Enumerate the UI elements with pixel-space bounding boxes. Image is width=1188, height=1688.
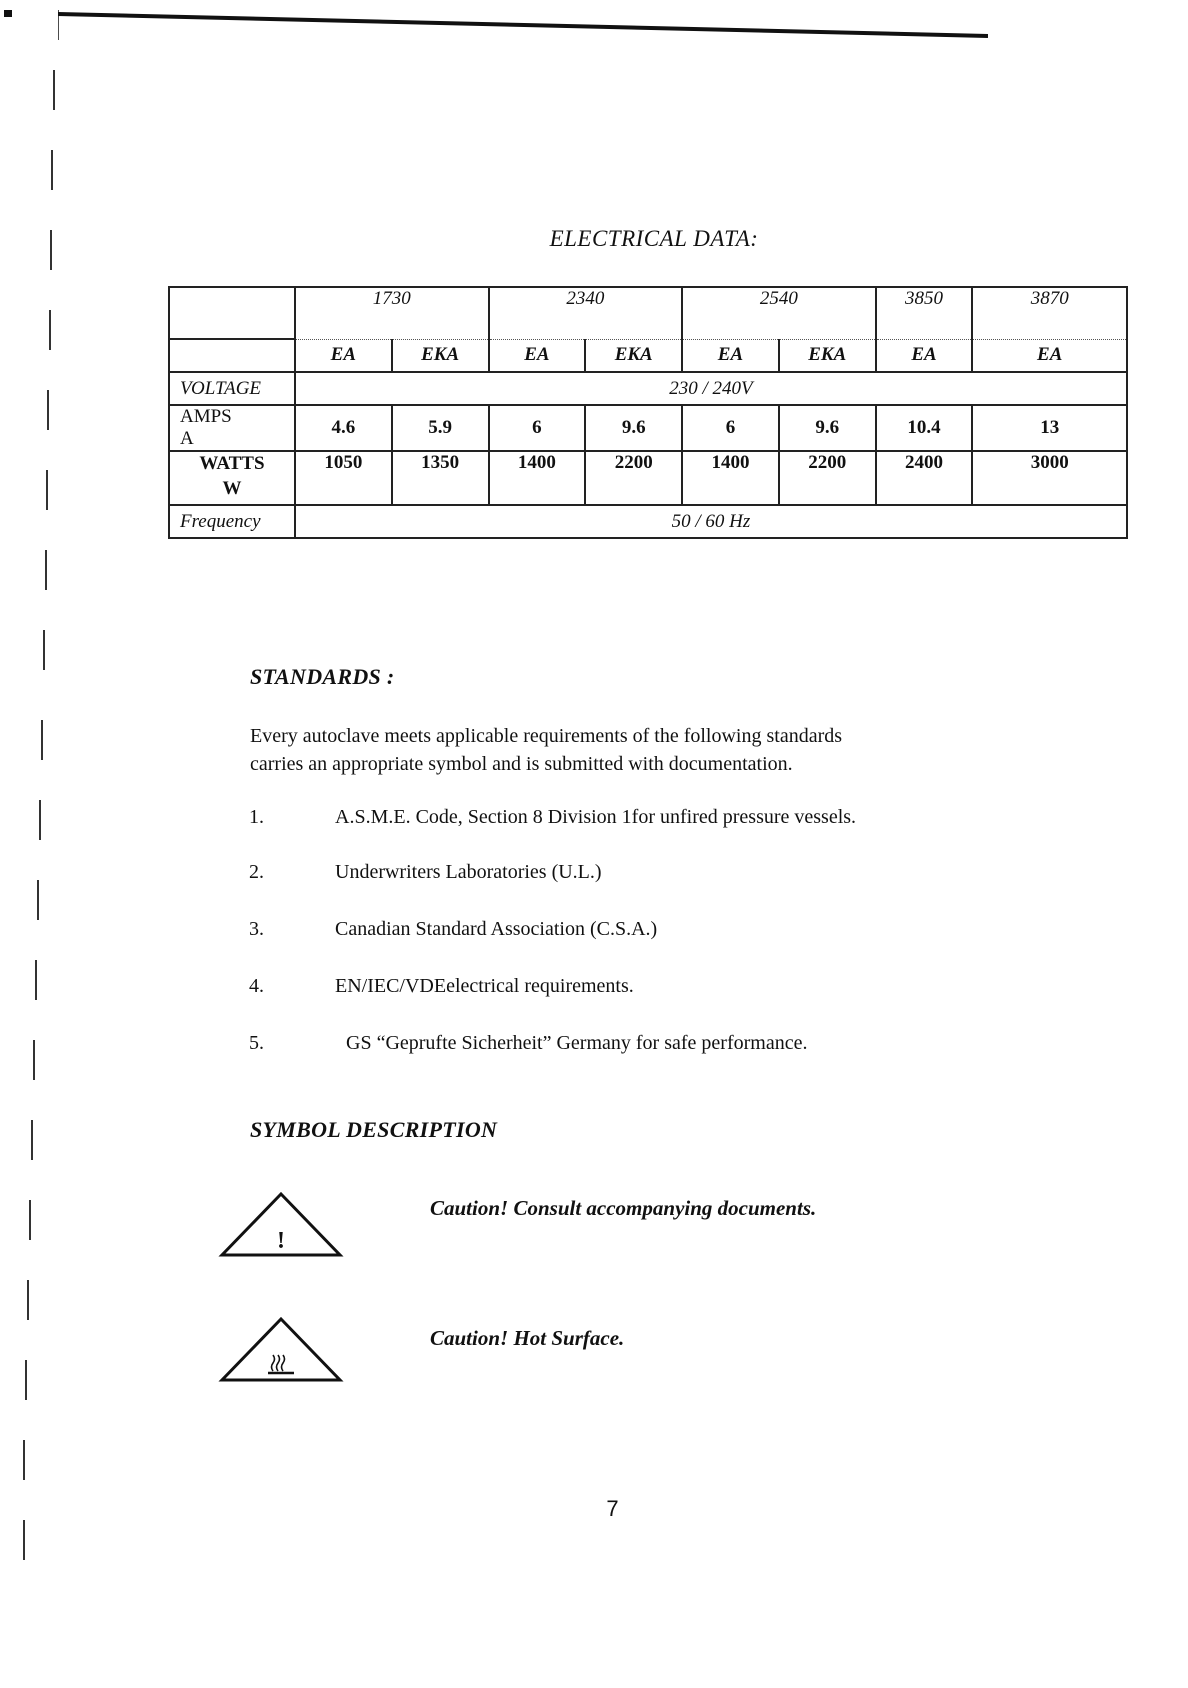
watts-value: 1050 <box>295 451 392 505</box>
top-rule <box>58 10 988 40</box>
item-number: 1. <box>249 806 264 828</box>
voltage-label: VOLTAGE <box>169 372 295 405</box>
watts-value: 1350 <box>392 451 489 505</box>
caution-exclamation-icon <box>218 1190 344 1260</box>
frequency-row <box>169 505 1127 538</box>
amps-value: 5.9 <box>392 405 489 451</box>
amps-row <box>169 405 1127 451</box>
standards-intro <box>250 722 990 778</box>
watts-value: 2200 <box>585 451 682 505</box>
amps-value: 10.4 <box>876 405 973 451</box>
variant-header: EA <box>682 339 779 372</box>
watts-value: 2200 <box>779 451 876 505</box>
amps-value: 6 <box>489 405 586 451</box>
standards-item <box>249 1032 807 1055</box>
symbol-description-heading: SYMBOL DESCRIPTION <box>250 1117 498 1142</box>
item-number: 3. <box>249 918 264 940</box>
variant-row <box>169 339 1127 372</box>
variant-header: EKA <box>779 339 876 372</box>
standards-heading: STANDARDS : <box>250 664 395 689</box>
watts-value: 1400 <box>489 451 586 505</box>
amps-value: 13 <box>972 405 1127 451</box>
item-text: Underwriters Laboratories (U.L.) <box>335 861 602 883</box>
standards-item <box>249 975 634 998</box>
item-number: 5. <box>249 1032 264 1054</box>
model-row <box>169 287 1127 339</box>
amps-value: 4.6 <box>295 405 392 451</box>
variant-header: EKA <box>392 339 489 372</box>
corner-cell <box>169 287 295 339</box>
frequency-value: 50 / 60 Hz <box>295 505 1127 538</box>
item-text: GS “Geprufte Sicherheit” Germany for safe performance. <box>346 1032 808 1054</box>
variant-header: EA <box>295 339 392 372</box>
electrical-data-table <box>168 286 1128 539</box>
model-header: 1730 <box>295 287 489 339</box>
variant-header: EA <box>489 339 586 372</box>
amps-label-cell <box>169 405 295 451</box>
item-number: 4. <box>249 975 264 997</box>
standards-item <box>249 806 856 829</box>
watts-unit: W <box>222 477 242 499</box>
binding-marks <box>20 60 60 1680</box>
watts-value: 1400 <box>682 451 779 505</box>
frequency-label: Frequency <box>169 505 295 538</box>
caution-glyph: ! <box>277 1228 285 1254</box>
symbol-text: Caution! Hot Surface. <box>430 1326 625 1350</box>
watts-value: 3000 <box>972 451 1127 505</box>
amps-label: AMPS <box>180 406 232 427</box>
variant-header: EKA <box>585 339 682 372</box>
corner-cell <box>169 339 295 372</box>
standards-item <box>249 918 657 941</box>
model-header: 2540 <box>682 287 876 339</box>
model-header: 3850 <box>876 287 973 339</box>
amps-value: 6 <box>682 405 779 451</box>
voltage-value: 230 / 240V <box>295 372 1127 405</box>
item-text: Canadian Standard Association (C.S.A.) <box>335 918 658 940</box>
variant-header: EA <box>972 339 1127 372</box>
item-text: A.S.M.E. Code, Section 8 Division 1for unfired pressure vessels. <box>335 806 857 828</box>
voltage-row <box>169 372 1127 405</box>
corner-mark <box>4 10 12 17</box>
watts-row <box>169 451 1127 505</box>
item-text: EN/IEC/VDEelectrical requirements. <box>335 975 634 997</box>
amps-value: 9.6 <box>779 405 876 451</box>
model-header: 2340 <box>489 287 683 339</box>
symbol-text: Caution! Consult accompanying documents. <box>430 1196 817 1220</box>
amps-unit: A <box>180 428 194 449</box>
standards-intro-line: carries an appropriate symbol and is submitted with documentation. <box>250 753 793 775</box>
amps-value: 9.6 <box>585 405 682 451</box>
item-number: 2. <box>249 861 264 883</box>
electrical-data-title: ELECTRICAL DATA: <box>549 226 759 251</box>
watts-value: 2400 <box>876 451 973 505</box>
watts-label: WATTS <box>199 453 265 474</box>
variant-header: EA <box>876 339 973 372</box>
standards-item <box>249 861 602 884</box>
hot-surface-icon <box>218 1315 344 1385</box>
model-header: 3870 <box>972 287 1127 339</box>
standards-intro-line: Every autoclave meets applicable requirements of the following standards <box>250 725 843 747</box>
watts-label-cell <box>169 451 295 505</box>
page-number: 7 <box>606 1496 619 1521</box>
